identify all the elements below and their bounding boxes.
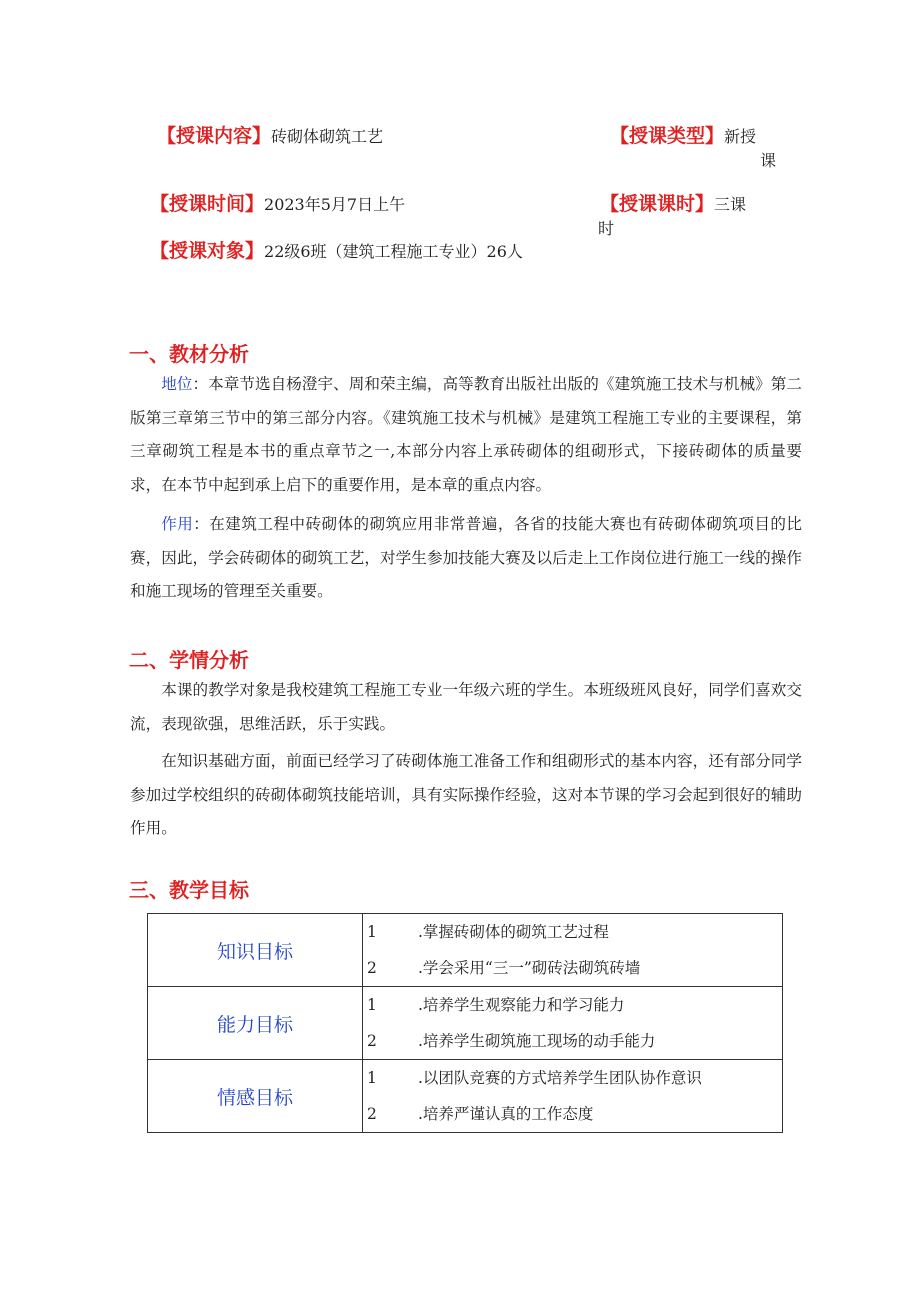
time-label: 【授课时间】: [150, 193, 265, 215]
goal-item-number: 1: [367, 996, 377, 1014]
section2-title: 二、学情分析: [129, 648, 249, 672]
goal-item-number: 2: [367, 1032, 377, 1050]
hours-row: [600, 189, 746, 216]
role-text: ：在建筑工程中砖砌体的砌筑应用非常普遍，各省的技能大赛也有砖砌体砌筑项目的比赛，因此，学会砖砌体的砌筑工艺，对学生参加技能大赛及以后走上工作岗位进行施工一线的操作和施工现场的管理至关重要。: [130, 515, 802, 600]
type-value: 新授: [724, 127, 757, 146]
content-row: [157, 121, 383, 148]
goal-items: [363, 987, 783, 1060]
hours-value: 三课: [714, 195, 747, 214]
position-text: ：本章节选自杨澄宇、周和荣主编，高等教育出版社出版的《建筑施工技术与机械》第二版第三章第三节中的第三部分内容。《建筑施工技术与机械》是建筑工程施工专业的主要课程，第三章砌筑工程是本书的重点章节之一,本部分内容上承砖砌体的组砌形式，下接砖砌体的质量要求，在本节中起到承上启下的重要作用，是本章的重点内容。: [130, 375, 802, 494]
goal-category: 知识目标: [148, 914, 363, 987]
goal-item-text: .培养严谨认真的工作态度: [418, 1105, 594, 1123]
goal-item-number: 1: [367, 923, 377, 941]
goal-item: [363, 914, 782, 950]
role-paragraph: [130, 508, 802, 609]
goal-item-text: .培养学生砌筑施工现场的动手能力: [418, 1032, 656, 1050]
target-value: 22级6班（建筑工程施工专业）26人: [264, 242, 523, 261]
goal-item-text: .培养学生观察能力和学习能力: [418, 996, 625, 1014]
type-label: 【授课类型】: [610, 125, 725, 147]
type-row: [610, 121, 756, 148]
students-paragraph: 本课的教学对象是我校建筑工程施工专业一年级六班的学生。本班级班风良好，同学们喜欢交流，表现欲强，思维活跃，乐于实践。: [130, 681, 802, 733]
type-value-wrap: 课: [760, 151, 777, 170]
position-paragraph: [130, 368, 802, 502]
goal-item-number: 2: [367, 1105, 377, 1123]
goal-item: [363, 1023, 782, 1059]
hours-label: 【授课课时】: [600, 193, 715, 215]
goal-item-text: .学会采用“三一”砌砖法砌筑砖墙: [418, 959, 641, 977]
goal-category: 能力目标: [148, 987, 363, 1060]
goal-item-text: .以团队竞赛的方式培养学生团队协作意识: [418, 1069, 702, 1087]
time-row: [150, 189, 405, 216]
section2-body: [130, 674, 802, 846]
target-row: [150, 236, 523, 263]
section1-title: 一、教材分析: [129, 342, 249, 366]
section1-body: [130, 368, 802, 609]
goal-item-number: 2: [367, 959, 377, 977]
role-lead: 作用: [161, 515, 194, 533]
goal-item: [363, 1060, 782, 1096]
table-row: [148, 914, 783, 987]
goal-item: [363, 1096, 782, 1132]
goal-item-text: .掌握砖砌体的砌筑工艺过程: [418, 923, 609, 941]
goal-item: [363, 950, 782, 986]
goal-item: [363, 987, 782, 1023]
goals-table: [147, 913, 783, 1133]
foundation-paragraph: 在知识基础方面，前面已经学习了砖砌体施工准备工作和组砌形式的基本内容，还有部分同学参加过学校组织的砖砌体砌筑技能培训，具有实际操作经验，这对本节课的学习会起到很好的辅助作用。: [130, 752, 802, 837]
section3-title: 三、教学目标: [129, 878, 249, 902]
table-row: [148, 1060, 783, 1133]
content-value: 砖砌体砌筑工艺: [271, 127, 384, 146]
goal-items: [363, 1060, 783, 1133]
position-lead: 地位: [161, 375, 193, 393]
table-row: [148, 987, 783, 1060]
goal-category: 情感目标: [148, 1060, 363, 1133]
content-label: 【授课内容】: [157, 125, 272, 147]
target-label: 【授课对象】: [150, 240, 265, 262]
goal-item-number: 1: [367, 1069, 377, 1087]
goal-items: [363, 914, 783, 987]
hours-value-wrap: 时: [598, 219, 615, 238]
time-value: 2023年5月7日上午: [264, 195, 406, 214]
